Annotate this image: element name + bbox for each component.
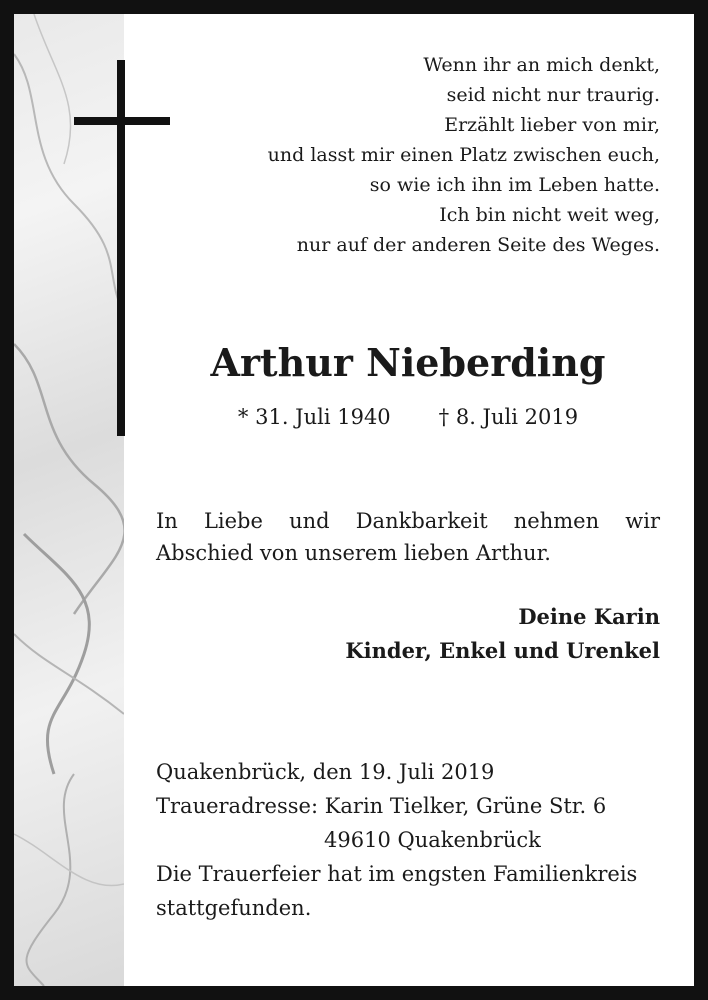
signature-line: Kinder, Enkel und Urenkel <box>345 638 660 663</box>
poem <box>268 50 660 260</box>
marble-strip <box>14 14 124 986</box>
signature <box>345 600 660 668</box>
message-line: In Liebe und Dankbarkeit nehmen wir <box>156 509 660 533</box>
address-line: Traueradresse: Karin Tielker, Grüne Str. 6 <box>156 794 607 818</box>
place-date: Quakenbrück, den 19. Juli 2019 <box>156 760 495 784</box>
poem-line: Wenn ihr an mich denkt, <box>423 54 660 76</box>
address-line: 49610 Quakenbrück <box>324 828 541 852</box>
ceremony-line: stattgefunden. <box>156 896 312 920</box>
deceased-name: Arthur Nieberding <box>210 340 606 385</box>
poem-line: nur auf der anderen Seite des Weges. <box>296 234 660 256</box>
birth-date: * 31. Juli 1940 <box>237 405 391 429</box>
signature-line: Deine Karin <box>518 604 660 629</box>
poem-line: seid nicht nur traurig. <box>446 84 660 106</box>
poem-line: Erzählt lieber von mir, <box>444 114 660 136</box>
poem-line: und lasst mir einen Platz zwischen euch, <box>267 144 660 166</box>
poem-line: so wie ich ihn im Leben hatte. <box>369 174 660 196</box>
message-line: Abschied von unserem lieben Arthur. <box>156 541 551 565</box>
cross-horizontal-beam <box>74 117 170 125</box>
life-dates <box>124 405 692 429</box>
death-date: † 8. Juli 2019 <box>438 405 579 429</box>
funeral-info <box>156 755 676 925</box>
poem-line: Ich bin nicht weit weg, <box>439 204 660 226</box>
marble-veins-graphic <box>14 14 124 986</box>
farewell-message <box>156 505 660 569</box>
ceremony-line: Die Trauerfeier hat im engsten Familienkreis <box>156 862 638 886</box>
